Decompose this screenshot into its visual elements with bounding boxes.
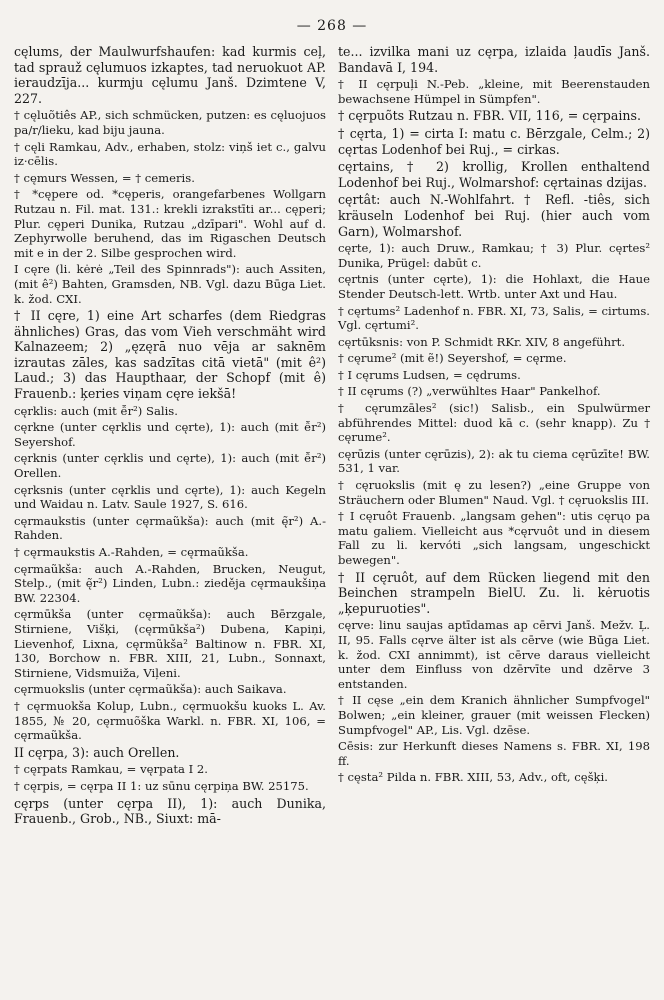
dictionary-entry: † I cęrums Ludsen, = cędrums.	[338, 367, 521, 382]
dictionary-entry: † cęrmaukstis A.-Rahden, = cęrmaũkša.	[14, 545, 249, 559]
dictionary-entry: I cęre (li. kėrė „Teil des Spinnrads"): auch Assiten, (mit ê²) Bahten, Gramsden, NB. Vgl. dazu Būga Liet. k. žod. CXI.	[14, 262, 326, 306]
dictionary-entry: cęlums, der Maulwurfshaufen: kad kurmis ceļ, tad sprauž cęlumuos izkaptes, tad neruokuot AP. ieraudzīja... kurmju cęlumu Janš. Dzimtene V, 227.	[14, 44, 326, 106]
dictionary-entry: † cęli Ramkau, Adv., erhaben, stolz: viņš iet c., galvu iz·cēlis.	[14, 139, 326, 169]
dictionary-entry: te... izvilka mani uz cęrpa, izlaida ļaudīs Janš. Bandavā I, 194.	[338, 44, 650, 75]
dictionary-entry: † cęrpats Ramkau, = vęrpata I 2.	[14, 762, 208, 777]
dictionary-entry: † II cęrums (?) „verwühltes Haar" Pankelhof.	[338, 384, 601, 399]
dictionary-entry: † cęrta, 1) = cirta I: matu c. Bērzgale, Celm.; 2) cęrtas Lodenhof bei Ruj., = cirkas.	[338, 125, 650, 157]
dictionary-entry: cęrtât: auch N.-Wohlfahrt. † Refl. -tiês, sich kräuseln Lodenhof bei Ruj. (hier auch vom Garn), Wolmarshof.	[338, 192, 650, 239]
dictionary-entry: cęrksnis (unter cęrklis und cęrte), 1): auch Kegeln und Waidau n. Latv. Saule 1927, S. 616.	[14, 482, 326, 512]
dictionary-entry: † II cęruôt, auf dem Rücken liegend mit den Beinchen strampeln BielU. Zu. li. kėruotis „ķepuruoties".	[338, 569, 650, 616]
dictionary-entry: † cęluõtiês AP., sich schmücken, putzen: es cęluojuos pa/r/lieku, kad biju jauna.	[14, 108, 326, 137]
left-column	[14, 44, 326, 829]
dictionary-entry: † cęmurs Wessen, = † cemeris.	[14, 170, 195, 185]
dictionary-entry: cęrūzis (unter cęrūzis), 2): ak tu ciema cęrūzīte! BW. 531, 1 var.	[338, 446, 650, 476]
page-number: — 268 —	[296, 18, 368, 34]
dictionary-entry: † II cęse „ein dem Kranich ähnlicher Sumpfvogel" Bolwen; „ein kleiner, grauer (mit weissen Flecken) Sumpfvogel" AP., Lis. Vgl. dzēse.	[338, 693, 650, 737]
dictionary-entry: II cęrpa, 3): auch Orellen.	[14, 744, 180, 760]
dictionary-entry: Cēsis: zur Herkunft dieses Namens s. FBR. XI, 198 ff.	[338, 739, 650, 768]
dictionary-entry: cęrtnis (unter cęrte), 1): die Hohlaxt, die Haue Stender Deutsch-lett. Wrtb. unter Axt und Hau.	[338, 272, 650, 301]
dictionary-entry: † cęruokslis (mit ę zu lesen?) „eine Gruppe von Sträuchern oder Blumen" Naud. Vgl. † cęruokslis III.	[338, 478, 650, 507]
dictionary-entry: † II cęrpuļi N.-Peb. „kleine, mit Beerenstauden bewachsene Hümpel in Sümpfen".	[338, 77, 650, 106]
dictionary-entry: cęrmūkša (unter cęrmaũkša): auch Bērzgale, Stirniene, Višķi, (cęrmūkša²) Dubena, Kapiņi, Lievenhof, Lixna, cęrmũkša² Baltinow n. FBR. XI, 130, Borchow n. FBR. XIII, 21, Lubn., Sonnaxt, Stirniene, Vidsmuiža, Viļeni.	[14, 607, 326, 680]
dictionary-entry: † cęsta² Pilda n. FBR. XIII, 53, Adv., oft, cęšķi.	[338, 770, 608, 785]
dictionary-entry: cęrve: linu saujas aptīdamas ap cērvi Janš. Mežv. Ļ. II, 95. Falls cęrve älter ist als cērve (wie Būga Liet. k. žod. CXI annimmt), ist cērve daraus vielleicht unter dem Einfluss von dzērvīte und dzērve 3 entstanden.	[338, 618, 650, 691]
dictionary-entry: cęrmuokslis (unter cęrmaũkša): auch Saikava.	[14, 682, 287, 697]
dictionary-entry: cęrmaukstis (unter cęrmaũkša): auch (mit ę̃r²) A.-Rahden.	[14, 513, 326, 543]
dictionary-entry: † cęrumzāles² (sic!) Salisb., ein Spulwürmer abführendes Mittel: duod kā c. (sehr knapp). Zu † cęrume².	[338, 401, 650, 445]
dictionary-entry: † cęrpis, = cęrpa II 1: uz sūnu cęrpiņa BW. 25175.	[14, 778, 309, 793]
dictionary-entry: cęrmaũkša: auch A.-Rahden, Brucken, Neugut, Stelp., (mit ę̃r²) Linden, Lubn.: zieděja cęrmaukšiņa BW. 22304.	[14, 561, 326, 605]
dictionary-entry: cęrps (unter cęrpa II), 1): auch Dunika, Frauenb., Grob., NB., Siuxt: mā-	[14, 795, 326, 827]
dictionary-entry: † *cępere od. *cęperis, orangefarbenes Wollgarn Rutzau n. Fil. mat. 131.: krekli izrakstīti ar... cęperi; Plur. cęperi Dunika, Rutzau „dzīpari". Wohl auf d. Zephyrwolle beruhend, das im Rigaschen Deutsch mit e in der 2. Silbe gesprochen wird.	[14, 187, 326, 260]
right-column	[338, 44, 650, 829]
dictionary-entry: cęrtains, † 2) krollig, Krollen enthaltend Lodenhof bei Ruj., Wolmarshof: cęrtainas dzijas.	[338, 159, 650, 190]
dictionary-entry: † I cęruôt Frauenb. „langsam gehen": utis cęrųo pa matu galiem. Vielleicht aus *cęrvuôt und in diesem Fall zu li. kervóti „sich langsam, ungeschickt bewegen".	[338, 509, 650, 567]
dictionary-entry: cęrtūksnis: von P. Schmidt RKr. XIV, 8 angeführt.	[338, 334, 625, 349]
dictionary-entry: cęrknis (unter cęrklis und cęrte), 1): auch (mit ễr²) Orellen.	[14, 451, 326, 481]
dictionary-entry: † cęrmuokša Kolup, Lubn., cęrmuokšu kuoks L. Av. 1855, № 20, cęrmuõška Warkl. n. FBR. XI, 106, = cęrmaũkša.	[14, 698, 326, 743]
dictionary-entry: cęrte, 1): auch Druw., Ramkau; † 3) Plur. cęrtes² Dunika, Prügel: dabūt c.	[338, 241, 650, 270]
columns	[14, 44, 650, 829]
dictionary-entry: cęrklis: auch (mit ễr²) Salis.	[14, 403, 178, 418]
dictionary-entry: † cęrpuõts Rutzau n. FBR. VII, 116, = cęrpains.	[338, 108, 641, 124]
dictionary-entry: † cęrtums² Ladenhof n. FBR. XI, 73, Salis, = cirtums. Vgl. cęrtumi².	[338, 303, 650, 333]
dictionary-entry: † cęrume² (mit ẽ!) Seyershof, = cęrme.	[338, 351, 567, 366]
dictionary-entry: cęrkne (unter cęrklis und cęrte), 1): auch (mit ễr²) Seyershof.	[14, 420, 326, 449]
dictionary-entry: † II cęre, 1) eine Art scharfes (dem Riedgras ähnliches) Gras, das vom Vieh verschmäht wird Kalnazeem; 2) „ęzęrā nuo vēja ar saknēm izrautas zāles, kas sadzītas citā vietā" (mit ê²) Laud.; 3) das Haupthaar, der Schopf (mit ê) Frauenb.: ķeries viņam cęre iekšā!	[14, 308, 326, 402]
